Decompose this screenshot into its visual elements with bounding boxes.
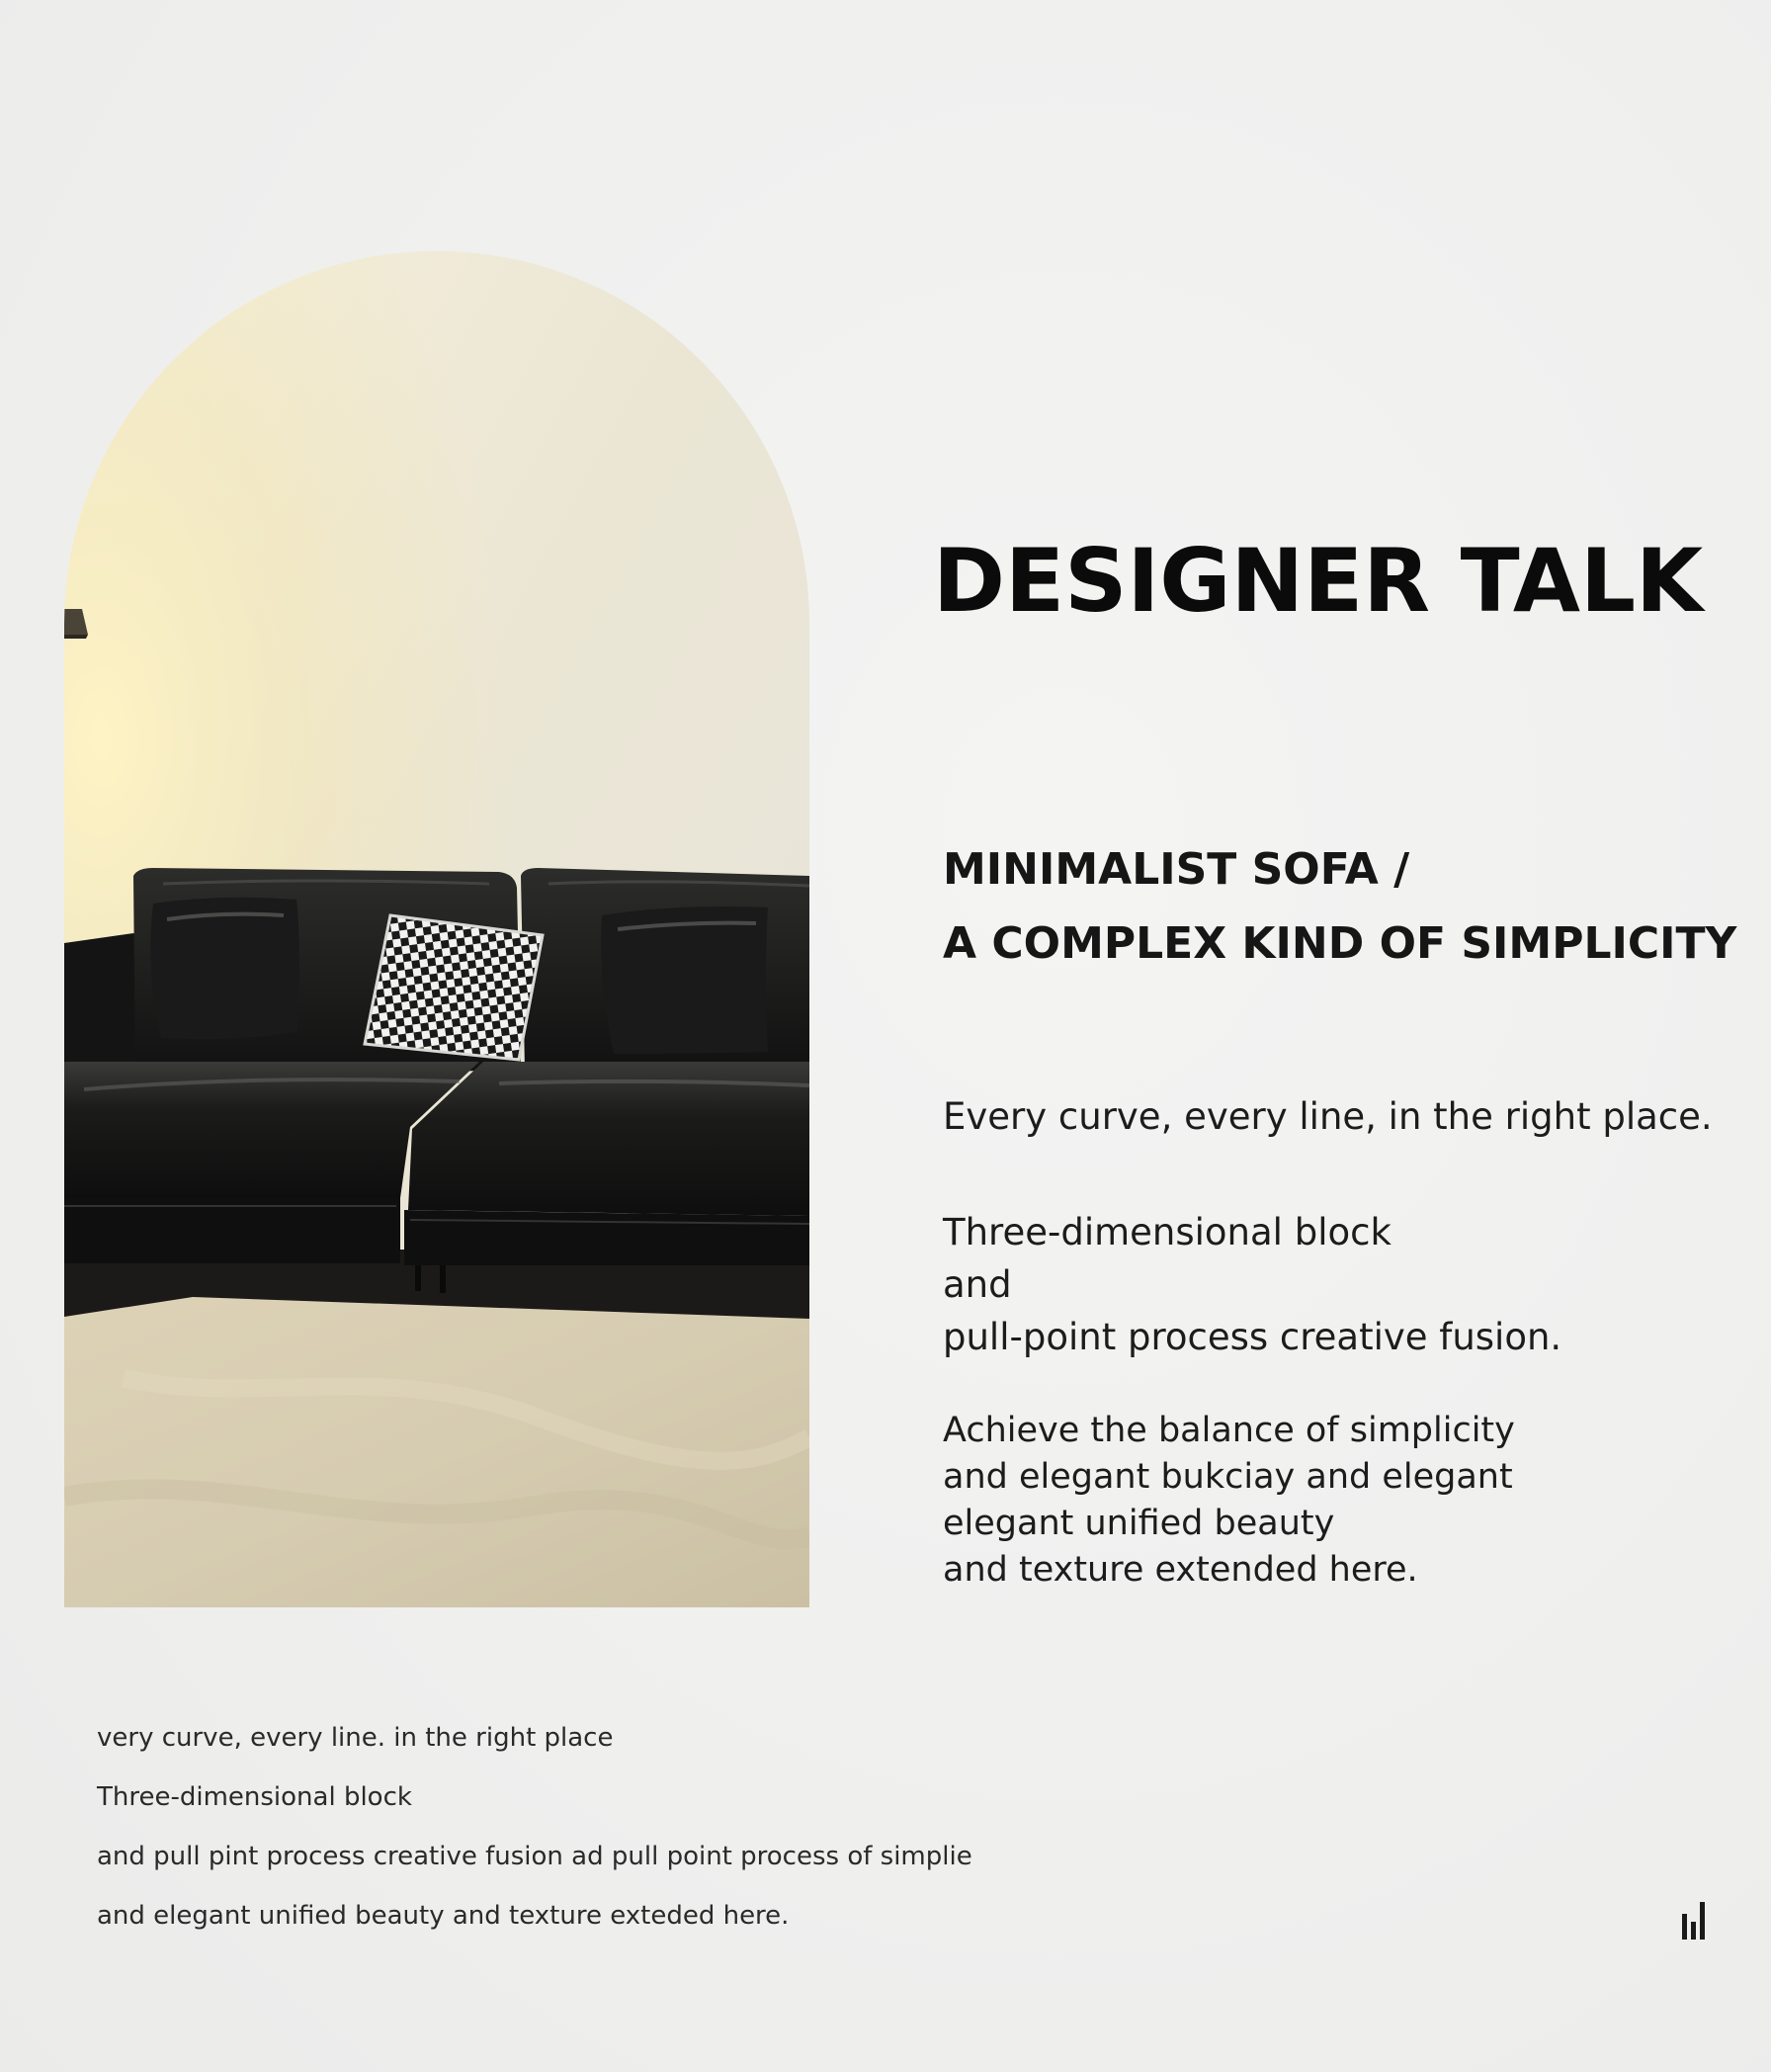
subtitle: [943, 832, 1736, 981]
paragraph-line: Achieve the balance of simplicity: [943, 1411, 1515, 1450]
footer-line: Three-dimensional block: [97, 1782, 412, 1812]
paragraph-block: [943, 1206, 1561, 1363]
paragraph-line: Three-dimensional block: [943, 1211, 1392, 1253]
page-title: DESIGNER TALK: [933, 530, 1704, 632]
footer-line: and pull pint process creative fusion ad pull point process of simplie: [97, 1842, 972, 1871]
paragraph-line: and texture extended here.: [943, 1550, 1418, 1590]
paragraph-curve: [943, 1091, 1713, 1143]
subtitle-line: A COMPLEX KIND OF SIMPLICITY: [943, 918, 1737, 969]
paragraph-line: pull-point process creative fusion.: [943, 1316, 1562, 1358]
subtitle-line: MINIMALIST SOFA /: [943, 844, 1410, 895]
footer-line: and elegant unified beauty and texture exteded here.: [97, 1901, 790, 1931]
bar-logo-icon: [1682, 1902, 1710, 1940]
footer-line: very curve, every line. in the right place: [97, 1723, 614, 1753]
sofa-photo: [64, 251, 809, 1607]
paragraph-line: elegant unified beauty: [943, 1504, 1335, 1543]
footer-caption: [97, 1708, 972, 1945]
paragraph-balance: [943, 1408, 1515, 1594]
paragraph-line: and elegant bukciay and elegant: [943, 1457, 1513, 1497]
paragraph-line: and: [943, 1263, 1012, 1306]
paragraph-line: Every curve, every line, in the right place.: [943, 1095, 1713, 1138]
